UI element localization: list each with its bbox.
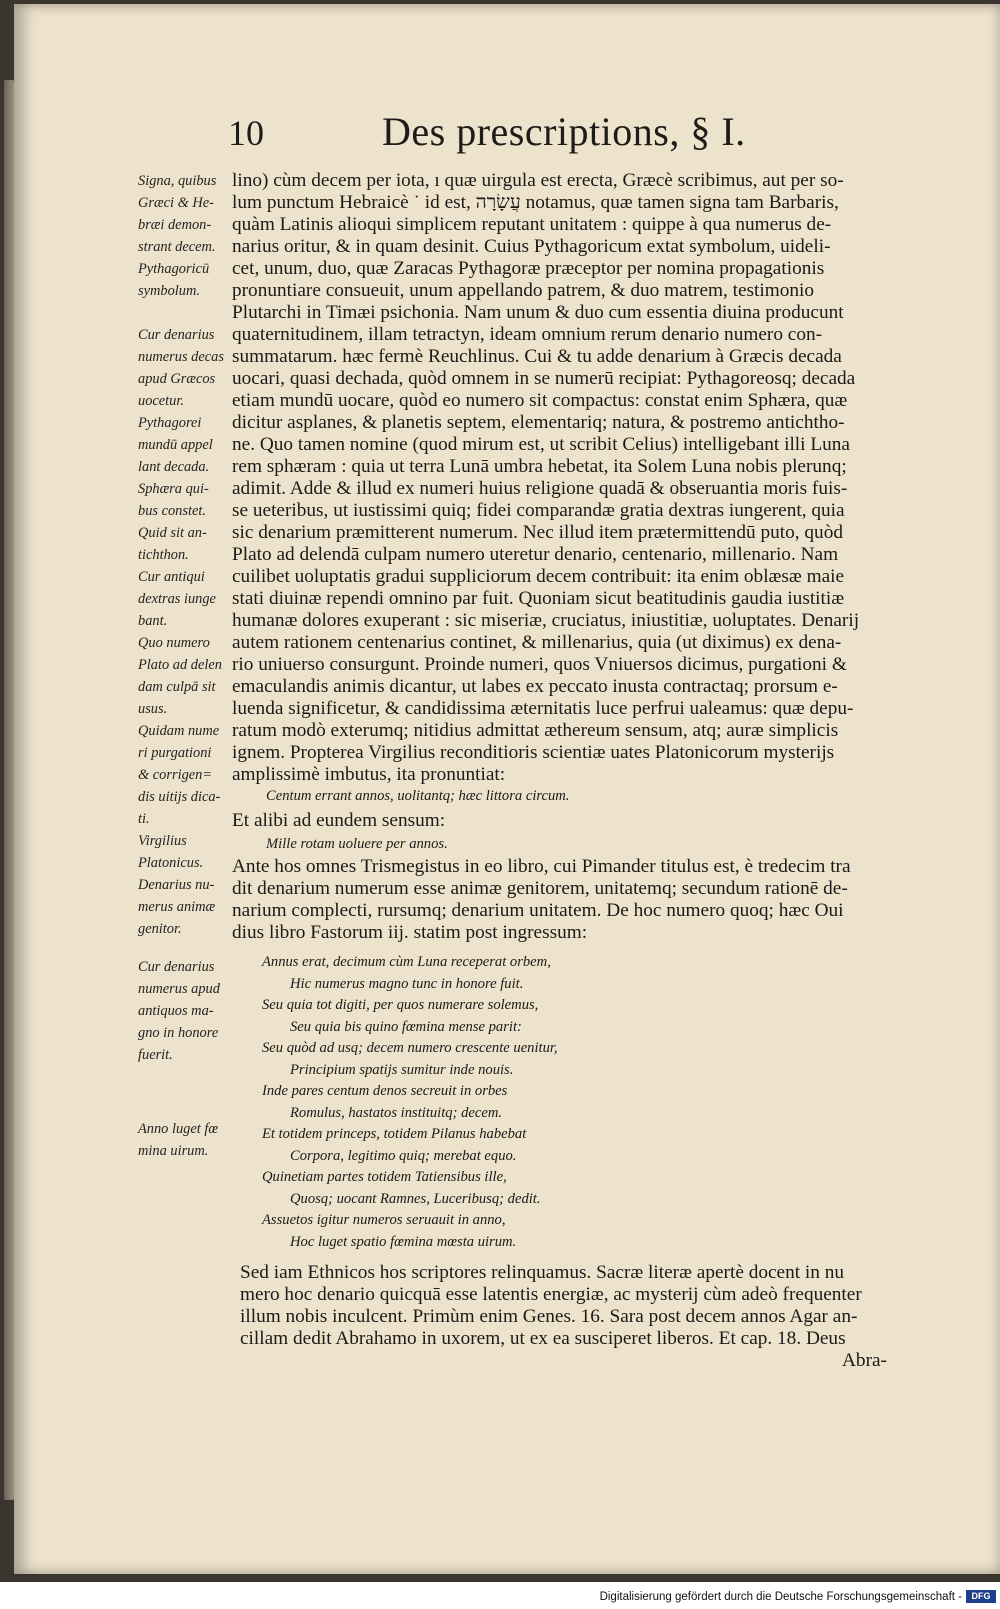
verse-line: Quosq; uocant Ramnes, Luceribusq; dedit.	[290, 1190, 541, 1207]
verse-quote-1	[266, 786, 569, 808]
text-line: lino) cùm decem per iota, ı quæ uirgula est erecta, Græcè scribimus, aut per so-	[232, 170, 844, 191]
margin-note: ti.	[138, 811, 150, 827]
text-line: Et alibi ad eundem sensum:	[232, 810, 446, 831]
text-line: dius libro Fastorum iij. statim post ingressum:	[232, 922, 588, 943]
margin-note: bant.	[138, 613, 168, 629]
margin-note: Platonicus.	[138, 855, 204, 871]
margin-note: Signa, quibus	[138, 173, 217, 189]
text-line: pronuntiare consueuit, unum appellando patrem, & duo matrem, testimonio	[232, 280, 815, 301]
text-line: cet, unum, duo, quæ Zaracas Pythagoræ præceptor per nomina propagationis	[232, 258, 825, 279]
ovid-poem	[262, 952, 558, 1253]
paragraph-main	[232, 170, 859, 786]
text-line: rio uniuerso consurgunt. Proinde numeri, quos Vniuersos dicimus, purgationi &	[232, 654, 847, 675]
verse-line: Annus erat, decimum cùm Luna receperat orbem,	[262, 954, 551, 970]
margin-note: Plato ad delen	[138, 657, 222, 673]
verse-line: Mille rotam uoluere per annos.	[266, 836, 448, 852]
page-number: 10	[228, 113, 264, 153]
margin-note: strant decem.	[138, 239, 216, 255]
text-line: humanæ dolores exuperant : sic miseriæ, cruciatus, iniustitiæ, uoluptates. Denarij	[232, 610, 860, 631]
margin-note: symbolum.	[138, 283, 200, 299]
margin-note: Sphæra qui-	[138, 481, 209, 497]
text-line: stati diuinæ rependi omnino par fuit. Quoniam sicut beatitudinis gaudia iustitiæ	[232, 588, 845, 609]
text-line: Sed iam Ethnicos hos scriptores relinquamus. Sacræ literæ apertè docent in nu	[240, 1262, 845, 1283]
text-line: ignem. Propterea Virgilius reconditioris scientiæ uates Platonicorum mysterijs	[232, 742, 835, 763]
margin-note: & corrigen=	[138, 767, 213, 783]
text-line: Plato ad delendā culpam numero uteretur denario, centenario, millenario. Nam	[232, 544, 839, 565]
text-line: etiam mundū uocare, quòd eo numero sit compactus: constat enim Sphæra, quæ	[232, 390, 848, 411]
text-line: dicitur asplanes, & planetis septem, elementariq; natura, & postremo antichtho-	[232, 412, 845, 433]
margin-note: numerus apud	[138, 981, 220, 997]
verse-line: Inde pares centum denos secreuit in orbes	[262, 1083, 508, 1099]
text-line: ratum modò exterumq; nitidius admittat æthereum sensum, atq; auræ simplicis	[232, 720, 839, 741]
margin-note: usus.	[138, 701, 168, 717]
text-line: lum punctum Hebraicè ˙ id est, עֲשָׂרָה notamus, quæ tamen signa tam Barbaris,	[232, 192, 839, 213]
paragraph-sacrae	[240, 1262, 862, 1350]
dfg-logo: DFG	[966, 1590, 996, 1603]
margin-note: Anno luget fœ	[138, 1121, 218, 1137]
verse-line: Hoc luget spatio fœmina mœsta uirum.	[290, 1233, 517, 1250]
text-line: emaculandis animis dicantur, ut labes ex peccato inusta contractaq; prorsum e-	[232, 676, 838, 697]
margin-note: Græci & He-	[138, 195, 214, 211]
text-line: quàm Latinis alioqui simplicem reputant unitatem : quippe à qua numerus de-	[232, 214, 832, 235]
verse-line: Et totidem princeps, totidem Pilanus habebat	[262, 1126, 527, 1142]
text-line: mero hoc denario quicquā esse latentis energiæ, ac mysterij cùm adeò frequenter	[240, 1284, 862, 1305]
margin-note: Pythagoricū	[138, 261, 210, 277]
text-line: cuilibet uoluptatis gradui suppliciorum decem contribuit: ita enim oblæsæ maie	[232, 566, 845, 587]
verse-line: Seu quòd ad usq; decem numero crescente uenitur,	[262, 1040, 558, 1056]
paragraph-alibi	[232, 810, 445, 832]
verse-line: Seu quia tot digiti, per quos numerare solemus,	[262, 997, 539, 1013]
verse-line: Centum errant annos, uolitantq; hæc littora circum.	[266, 788, 570, 804]
text-line: narium complecti, rursumq; denarium unitatem. De hoc numero quoq; hæc Oui	[232, 900, 844, 921]
verse-line: Quinetiam partes totidem Tatiensibus ille,	[262, 1169, 507, 1185]
margin-note: dextras iunge	[138, 591, 216, 607]
margin-note: Cur denarius	[138, 959, 215, 975]
margin-note: bus constet.	[138, 503, 206, 519]
margin-note: mundū appel	[138, 437, 213, 453]
margin-note: dam culpā sit	[138, 679, 216, 695]
text-line: autem rationem centenarius continet, & millenarius, quia (ut diximus) ex dena-	[232, 632, 842, 653]
verse-line: Seu quia bis quino fœmina mense parit:	[290, 1018, 522, 1035]
margin-note: dis uitijs dica-	[138, 789, 221, 805]
verse-line: Romulus, hastatos instituitq; decem.	[290, 1104, 503, 1121]
text-line: amplissimè imbutus, ita pronuntiat:	[232, 764, 506, 785]
margin-note: Quidam nume	[138, 723, 220, 739]
text-line: Abra-	[842, 1350, 887, 1371]
margin-note: mina uirum.	[138, 1143, 209, 1159]
margin-notes	[138, 170, 234, 1162]
footer-credit: Digitalisierung gefördert durch die Deutsche Forschungsgemeinschaft -	[599, 1591, 962, 1603]
verse-line: Corpora, legitimo quiq; merebat equo.	[290, 1147, 517, 1164]
margin-note: lant decada.	[138, 459, 210, 475]
text-line: sic denarium præmitterent numerum. Nec illud item prætermittendū puto, quòd	[232, 522, 843, 543]
margin-note: antiquos ma-	[138, 1003, 214, 1019]
text-line: adimit. Adde & illud ex numeri huius religione quadā & obseruantia moris fuis-	[232, 478, 848, 499]
text-line: uocari, quasi dechada, quòd omnem in se numerū recipiat: Pythagoreosq; decada	[232, 368, 856, 389]
margin-note: ri purgationi	[138, 745, 212, 761]
text-line: cillam dedit Abrahamo in uxorem, ut ex ea susciperet liberos. Et cap. 18. Deus	[240, 1328, 846, 1349]
text-line: quaternitudinem, illam tetractyn, ideam omnium rerum denario numero con-	[232, 324, 823, 345]
book-edge	[4, 80, 14, 1500]
margin-note: Pythagorei	[138, 415, 202, 431]
verse-line: Principium spatijs sumitur inde nouis.	[290, 1061, 514, 1078]
text-line: luenda significetur, & candidissima æternitatis luce perfrui ualeamus: quæ depu-	[232, 698, 854, 719]
text-line: rem sphæram : quia ut terra Lunā umbra hebetat, ita Solem Luna nobis plerunq;	[232, 456, 847, 477]
text-line: Plutarchi in Timæi psichonia. Nam unum & duo cum essentia diuina producunt	[232, 302, 844, 323]
catchword	[842, 1350, 887, 1372]
margin-note: bræi demon-	[138, 217, 212, 233]
margin-note: genitor.	[138, 921, 182, 937]
margin-note: Denarius nu-	[138, 877, 215, 893]
margin-note: apud Græcos	[138, 371, 216, 387]
margin-note: gno in honore	[138, 1025, 219, 1041]
paragraph-trismegistus	[232, 856, 851, 944]
text-line: dit denarium numerum esse animæ genitorem, unitatemq; secundum rationē de-	[232, 878, 848, 899]
text-line: illum nobis inculcent. Primùm enim Genes. 16. Sara post decem annos Agar an-	[240, 1306, 858, 1327]
margin-note: tichthon.	[138, 547, 189, 563]
text-line: narius oritur, & in quam desinit. Cuius Pythagoricum extat symbolum, uideli-	[232, 236, 831, 257]
verse-quote-2	[266, 834, 448, 856]
margin-note: Cur denarius	[138, 327, 215, 343]
running-head: Des prescriptions, § I.	[382, 109, 746, 154]
text-line: Ante hos omnes Trismegistus in eo libro, cui Pimander titulus est, è tredecim tra	[232, 856, 851, 877]
verse-line: Assuetos igitur numeros seruauit in anno,	[262, 1212, 506, 1228]
text-line: se ueteribus, ut iustissimi quiq; fidei comparandæ gratia dextras iungerent, quia	[232, 500, 845, 521]
margin-note: uocetur.	[138, 393, 184, 409]
margin-note: Quo numero	[138, 635, 210, 651]
verse-line: Hic numerus magno tunc in honore fuit.	[290, 975, 524, 992]
margin-note: Quid sit an-	[138, 525, 207, 541]
margin-note: Virgilius	[138, 833, 187, 849]
margin-note: fuerit.	[138, 1047, 173, 1063]
text-line: ne. Quo tamen nomine (quod mirum est, ut scribit Celius) intelligebant illi Luna	[232, 434, 850, 455]
margin-note: Cur antiqui	[138, 569, 205, 585]
margin-note: merus animæ	[138, 899, 216, 915]
text-line: summatarum. hæc fermè Reuchlinus. Cui & tu adde denarium à Græcis decada	[232, 346, 842, 367]
margin-note: numerus decas	[138, 349, 224, 365]
